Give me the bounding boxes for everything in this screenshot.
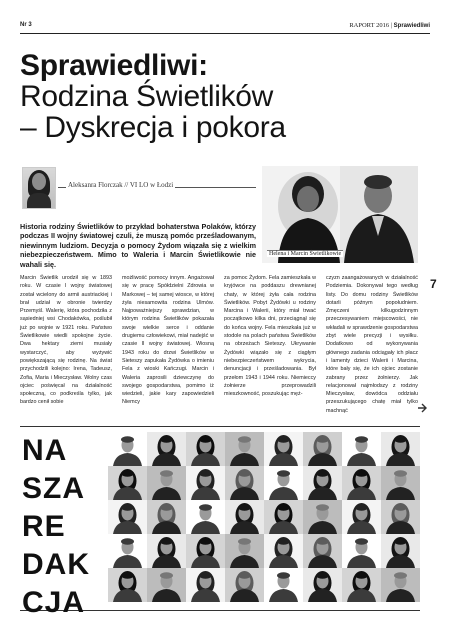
author-byline: Aleksanra Florczak // VI LO w Łodzi — [68, 181, 174, 189]
team-member-photo — [303, 500, 342, 534]
section-name: Sprawiedliwi — [393, 23, 430, 29]
team-title-line: NA — [22, 434, 68, 467]
team-title-line: RE — [22, 510, 66, 543]
page-number: 7 — [430, 277, 437, 291]
editorial-team-portraits — [108, 432, 420, 602]
team-member-photo — [303, 466, 342, 500]
body-column-1: Marcin Świetlik urodził się w 1893 roku. W czasie I wojny światowej został wcielony do armii austriackiej i brał udział w obronie twierdzy Przemyśl. Walerię, która pochodziła z sąsiedniej wsi Chodakówka, poślubił już po wojnie w 1921 roku. Państwo Świetlikowie wiedli spokojne życie. Dwa hektary ziemi musiały wystarczyć, aby wyżywić powiększającą się rodzinę. Na świat przychodzili kolejno: Irena, Tadeusz, Zofia, Maria i Mieczysław. Wolny czas ojciec poświęcał na działalność społeczną, co podkreśla tylko, jak bardzo cenił sobie — [20, 275, 112, 406]
team-member-photo — [342, 500, 381, 534]
team-member-photo — [186, 500, 225, 534]
title-line-1: Sprawiedliwi: — [20, 49, 208, 82]
team-member-photo — [381, 500, 420, 534]
team-member-photo — [108, 432, 147, 466]
team-title-line: CJA — [22, 586, 86, 619]
team-band-top-rule — [20, 426, 420, 427]
team-member-photo — [264, 500, 303, 534]
continue-arrow-icon — [417, 403, 428, 413]
article-lead: Historia rodziny Świetlików to przykład bohaterstwa Polaków, którzy podczas II wojny światowej czuli, że muszą pomóc prześladowanym, niewinnym ludziom. Decyzja o pomocy Żydom wiązała się z wielkim niebezpieczeństwem. Mimo to Waleria i Marcin Świetlikowie nie wahali się. — [20, 222, 256, 269]
team-member-photo — [108, 534, 147, 568]
report-label — [349, 22, 430, 29]
team-member-photo — [303, 568, 342, 602]
team-member-photo — [186, 466, 225, 500]
running-header — [20, 20, 430, 32]
article-title — [20, 50, 440, 143]
team-title-line: DAK — [22, 548, 90, 581]
team-member-photo — [147, 568, 186, 602]
team-member-photo — [264, 432, 303, 466]
team-member-photo — [147, 534, 186, 568]
team-member-photo — [342, 432, 381, 466]
team-member-photo — [108, 568, 147, 602]
report-year: RAPORT 2016 | — [349, 22, 393, 29]
team-member-photo — [225, 500, 264, 534]
team-title-line: SZA — [22, 472, 85, 505]
issue-number: Nr 3 — [20, 22, 32, 28]
team-member-photo — [381, 568, 420, 602]
body-column-2: możliwość pomocy innym. Angażował się w pracę Spółdzielni Zdrowia w Markowej – tej samej wiosce, w której żyła niesamowita rodzina Ulmów. Najpoważniejszy sprawdzian, w którym rodzina Świetlików pokazała swoje wielkie serce i oddanie drugiemu człowiekowi, miał nadejść w czasie II wojny światowej. Wiosną 1943 roku do drzwi Świetlików w Sieteszy zapukała Żydówka o imieniu Fela z wioski Kańczugi. Marcin i Waleria zaprosili dziewczynę do swojego gospodarstwa, pomimo iż wiedzieli, jakie kary zapowiedzieli Niemcy — [122, 275, 214, 406]
team-member-photo — [264, 466, 303, 500]
article-body — [20, 274, 419, 420]
team-member-photo — [381, 534, 420, 568]
team-member-photo — [186, 568, 225, 602]
team-member-photo — [186, 432, 225, 466]
title-line-3: – Dyskrecja i pokora — [20, 111, 286, 144]
team-member-photo — [225, 568, 264, 602]
team-member-photo — [186, 534, 225, 568]
team-member-photo — [264, 534, 303, 568]
header-rule — [20, 33, 430, 34]
author-photo — [22, 167, 56, 209]
team-member-photo — [381, 466, 420, 500]
team-member-photo — [342, 534, 381, 568]
photo-caption: Helena i Marcin Świetlikowie — [269, 251, 342, 257]
team-member-photo — [342, 568, 381, 602]
team-member-photo — [108, 466, 147, 500]
title-line-2: Rodzina Świetlików — [20, 80, 274, 113]
team-member-photo — [303, 432, 342, 466]
team-member-photo — [147, 466, 186, 500]
team-member-photo — [147, 500, 186, 534]
body-column-4: czyzn zaangażowanych w działalność Podziemia. Dokonywał tego według listy. Do domu rodziny Świetlików dotarli późnym popołudniem. Zmęczeni kilkugodzinnym przeczesywaniem miejscowości, nie wkładali w sprawdzenie gospodarstwa zbyt wiele precyzji i wysiłku. Dodatkowo od wykonywania głównego zadania odciągały ich płacz i lamenty dzieci Walerii i Marcina, które bały się, że ich ojciec zostanie zabrany przez żołnierzy. Jak relacjonował najmłodszy z rodziny Mieczysław, dowódca oddziału przeszukującego chatę miał tylko machnąć — [326, 275, 418, 414]
team-member-photo — [108, 500, 147, 534]
team-member-photo — [342, 466, 381, 500]
team-member-photo — [303, 534, 342, 568]
team-member-photo — [225, 432, 264, 466]
team-member-photo — [381, 432, 420, 466]
team-member-photo — [225, 534, 264, 568]
team-member-photo — [225, 466, 264, 500]
editorial-team-title — [22, 432, 102, 622]
team-member-photo — [264, 568, 303, 602]
body-column-3: za pomoc Żydom. Fela zamieszkała w kryjówce na poddaszu drewnianej chaty, w której żyła cała rodzina Świetlików. Pobyt Żydówki u rodziny Marcina i Walerii, który miał trwać początkowo kilka dni, przeciągnął się do końca wojny. Fela mieszkała już w stodole na polach państwa Świetlików na obrzeżach Sieteszy. Ukrywanie Żydówki wiązało się z ciągłym niebezpieczeństwem wykrycia, denuncjacji i prześladowania. Był przełom 1943 i 1944 roku. Niemieccy żołnierze przeprowadzili mieszkowność, poszukując męż- — [224, 275, 316, 398]
team-member-photo — [147, 432, 186, 466]
historical-photo — [262, 166, 418, 263]
